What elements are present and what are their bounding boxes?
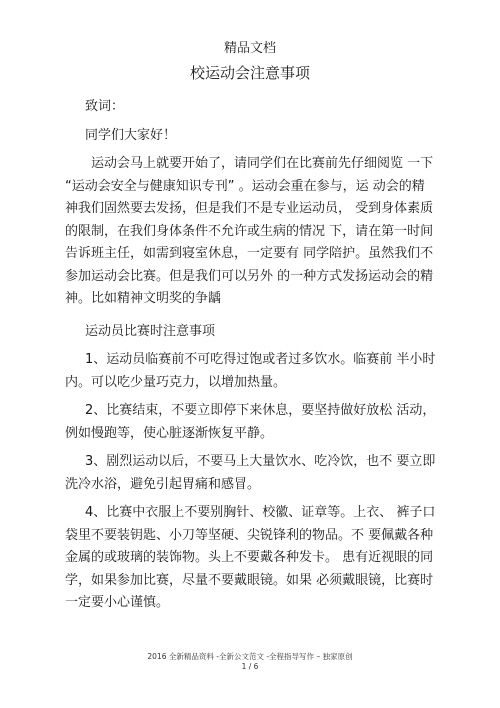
- rule-number: 4: [85, 505, 94, 520]
- intro-paragraph: 运动会马上就要开始了，请同学们在比赛前先仔细阅览 一下 “运动会安全与健康知识专刊” 。运动会重在参与，运 动会的精神我们固然要去发扬，但是我们不是专业运动员， 受到身体素质的限制，在我们身体条件不允许或生病的情况 下，请在第一时间告诉班主任，如需到寝室休息，一定要有 同学陪护。虽然我们不参加运动会比赛。但是我们可以另外 的一种方式发扬运动会的精神。比如精神文明奖的争龋: [65, 156, 434, 306]
- page-number: 1 / 6: [241, 662, 259, 671]
- rule-text: 、运动员临赛前不可吃得过饱或者过多饮水。临赛前 半小时内。可以吃少量巧克力，以增加热量。: [65, 352, 436, 390]
- rule-item: [65, 451, 437, 496]
- rule-item: [65, 400, 437, 445]
- rule-number: 1: [85, 352, 94, 367]
- rule-number: 3: [85, 454, 94, 469]
- section-heading: 运动员比赛时注意事项: [85, 323, 216, 339]
- document-body: [65, 90, 437, 615]
- rule-number: 2: [85, 403, 94, 418]
- rule-item: [65, 502, 437, 615]
- rule-text: 、比赛中衣服上不要别胸针、校徽、证章等。上衣、 裤子口袋里不要装钥匙、小刀等坚硬、尖锐锋利的物品。不 要佩戴各种金属的或玻璃的装饰物。头上不要戴各种发卡。 患有近视眼的同学，如果参加比赛，尽量不要戴眼镜。如果 必须戴眼镜，比赛时一定要小心谨慎。: [65, 505, 436, 610]
- salutation: 致词：: [85, 99, 125, 114]
- document-title: 校运动会注意事项: [189, 64, 310, 82]
- rule-item: [65, 349, 437, 394]
- header-tag: 精品文档: [223, 41, 276, 56]
- greeting: 同学们大家好！: [85, 127, 177, 143]
- rule-text: 、比赛结束，不要立即停下来休息，要坚持做好放松 活动，例如慢跑等，使心脏逐渐恢复平静。: [65, 403, 436, 441]
- footer-line: 2016 全新精品资料 -全新公文范文 -全程指导写作 – 独家原创: [147, 652, 353, 661]
- rule-text: 、剧烈运动以后，不要马上大量饮水、吃冷饮，也不 要立即洗冷水浴，避免引起胃痛和感冒。: [65, 454, 436, 492]
